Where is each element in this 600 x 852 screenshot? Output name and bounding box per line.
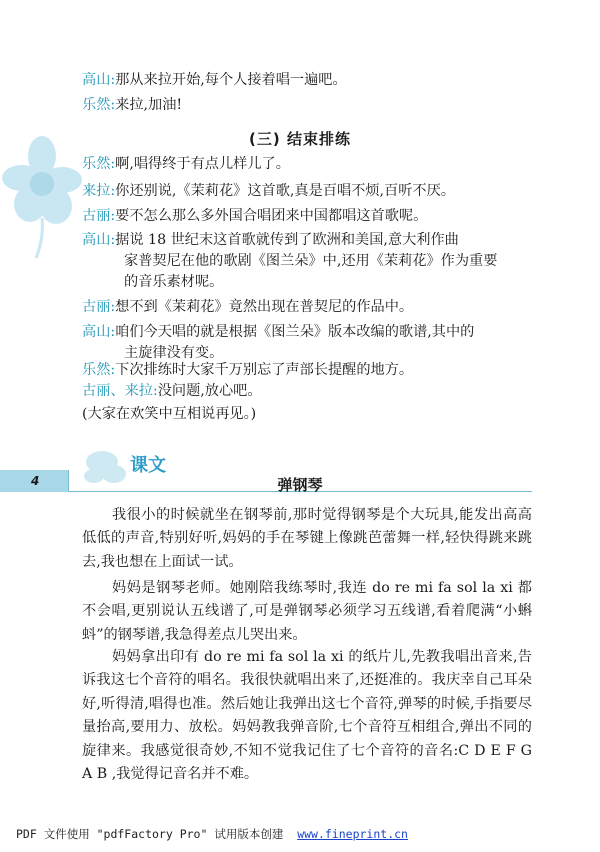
dialogue-text: 要不怎么那么多外国合唱团来中国都唱这首歌呢。 <box>115 208 428 224</box>
dialogue-line <box>82 322 532 342</box>
speaker-name: 古丽、来拉: <box>82 383 158 399</box>
stage-note: (大家在欢笑中互相说再见。) <box>82 406 257 422</box>
dialogue-line <box>82 70 532 90</box>
speaker-name: 来拉: <box>82 183 116 199</box>
dialogue-text: 那从来拉开始,每个人接着唱一遍吧。 <box>115 72 347 88</box>
section-title: (三) 结束排练 <box>249 130 351 148</box>
lesson-title: 弹钢琴 <box>277 476 323 494</box>
paragraph: 我很小的时候就坐在钢琴前,那时觉得钢琴是个大玩具,能发出高高低低的声音,特别好听,妈妈的手在琴键上像跳芭蕾舞一样,轻快得跳来跳去,我也想在上面试一试。 <box>82 507 532 570</box>
dialogue-text: 想不到《茉莉花》竟然出现在普契尼的作品中。 <box>115 299 414 315</box>
speaker-name: 乐然: <box>82 97 116 113</box>
speaker-name: 乐然: <box>82 362 116 378</box>
speaker-name: 高山: <box>82 72 116 88</box>
dialogue-text: 你还别说,《茉莉花》这首歌,真是百唱不烦,百听不厌。 <box>115 183 455 199</box>
paragraph: 妈妈拿出印有 do re mi fa sol la xi 的纸片儿,先教我唱出音来,告诉我这七个音符的唱名。我很快就唱出来了,还挺准的。我庆幸自己耳朵好,听得清,唱得也准。然后她让我弹出这七个音符,弹琴的时候,手指要尽量抬高,要用力、放松。妈妈教我弹音阶,七个音符互相组合,弹出不同的旋律来。我感觉很奇妙,不知不觉我记住了七个音符的音名:C D E F G A B ,我觉得记音名并不难。 <box>82 649 532 783</box>
footer-text: PDF 文件使用 "pdfFactory Pro" 试用版本创建 <box>16 827 284 841</box>
dialogue-line <box>82 297 532 317</box>
dialogue-line <box>82 360 532 380</box>
speaker-name: 古丽: <box>82 299 116 315</box>
dialogue-text: 咱们今天唱的就是根据《图兰朵》版本改编的歌谱,其中的 <box>115 324 475 340</box>
dialogue-text: 下次排练时大家千万别忘了声部长提醒的地方。 <box>115 362 414 378</box>
dialogue-line <box>82 381 532 401</box>
dialogue-line <box>82 230 532 250</box>
pdf-footer <box>16 826 408 842</box>
dialogue-text: 没问题,放心吧。 <box>157 383 262 399</box>
dialogue-text: 据说 18 世纪末这首歌就传到了欧洲和美国,意大利作曲 <box>115 232 459 248</box>
dialogue-line <box>82 206 532 226</box>
speaker-name: 高山: <box>82 324 116 340</box>
dialogue-text: 啊,唱得终于有点儿样儿了。 <box>115 156 290 172</box>
dialogue-text: 来拉,加油! <box>115 97 183 113</box>
dialogue-continuation: 的音乐素材呢。 <box>124 274 224 290</box>
dialogue-line <box>82 95 532 115</box>
dialogue-continuation: 主旋律没有变。 <box>124 345 224 361</box>
footer-link[interactable]: www.fineprint.cn <box>297 827 408 841</box>
paragraph: 妈妈是钢琴老师。她刚陪我练琴时,我连 do re mi fa sol la xi 都不会唱,更别说认五线谱了,可是弹钢琴必须学习五线谱,看着爬满“小蝌蚪”的钢琴谱,我急得差点儿哭出来。 <box>82 580 532 643</box>
speaker-name: 高山: <box>82 232 116 248</box>
dialogue-line <box>82 181 532 201</box>
speaker-name: 乐然: <box>82 156 116 172</box>
dialogue-continuation: 家普契尼在他的歌剧《图兰朵》中,还用《茉莉花》作为重要 <box>124 253 498 269</box>
section-label-kewen: 课文 <box>130 455 166 476</box>
speaker-name: 古丽: <box>82 208 116 224</box>
page-number: 4 <box>31 474 40 488</box>
dialogue-line <box>82 154 532 174</box>
